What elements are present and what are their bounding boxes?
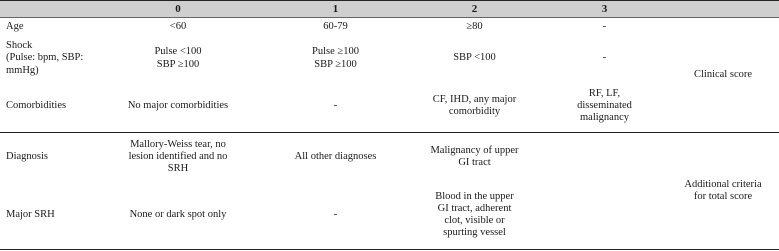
cell-text-line: SBP ≥100 — [156, 58, 200, 70]
cell-text-line: ≥80 — [466, 21, 483, 33]
cell-text-line: CF, IHD, any major — [432, 94, 517, 106]
cell-major-srh-0 — [92, 181, 264, 250]
cell-age-1 — [264, 18, 407, 37]
cell-text-line: lesion identified and no — [128, 150, 228, 162]
cell-text-line: - — [333, 100, 338, 112]
table-header-row — [0, 1, 779, 18]
table-row-comorbidities — [0, 81, 779, 133]
cell-comorbidities-2 — [407, 81, 542, 133]
cell-text-line: - — [602, 21, 607, 33]
cell-comorbidities-3 — [542, 81, 667, 133]
cell-text-line: All other diagnoses — [294, 150, 377, 162]
row-label-major-srh: Major SRH — [6, 208, 55, 220]
table-row-shock — [0, 37, 779, 81]
cell-text-line: clot, visible or — [444, 214, 505, 226]
cell-text-line: Shock — [6, 40, 33, 52]
table-row-diagnosis — [0, 133, 779, 181]
cell-text-line: No major comorbidities — [127, 100, 229, 112]
cell-shock-3 — [542, 37, 667, 81]
cell-major-srh-3 — [542, 181, 667, 250]
header-cell-blank — [0, 1, 92, 18]
cell-diagnosis-3 — [542, 133, 667, 181]
cell-text-line: GI tract, adherent — [437, 202, 512, 214]
table-row-age — [0, 18, 779, 37]
cell-text-line: SBP <100 — [453, 52, 496, 64]
cell-age-3 — [542, 18, 667, 37]
row-label-diagnosis: Diagnosis — [0, 133, 92, 181]
cell-text-line: mmHg) — [6, 64, 39, 76]
header-cell-score-0: 0 — [92, 1, 264, 18]
cell-text-line: Mallory-Weiss tear, no — [130, 138, 226, 150]
header-cell-score-3: 3 — [542, 1, 667, 18]
cell-shock-2 — [407, 37, 542, 81]
cell-text-line: spurting vessel — [443, 226, 506, 238]
cell-age-2 — [407, 18, 542, 37]
cell-diagnosis-1 — [264, 133, 407, 181]
cell-text-line: disseminated — [577, 100, 632, 112]
cell-text-line: Malignancy of upper — [430, 144, 519, 156]
group-label-clinical-score — [667, 18, 779, 133]
header-cell-score-2: 2 — [407, 1, 542, 18]
cell-diagnosis-2 — [407, 133, 542, 181]
cell-shock-1 — [264, 37, 407, 81]
cell-diagnosis-0 — [92, 133, 264, 181]
cell-text-line: Additional criteria — [684, 178, 762, 190]
cell-text-line: - — [333, 208, 338, 220]
cell-text-line: for total score — [693, 191, 753, 202]
cell-text-line: Pulse <100 — [154, 46, 202, 58]
row-label-age: Age — [6, 21, 24, 33]
cell-comorbidities-0 — [92, 81, 264, 133]
cell-text-line: 60-79 — [323, 21, 348, 33]
cell-text-line: RF, LF, — [588, 88, 621, 100]
row-label-comorbidities: Comorbidities — [6, 100, 67, 112]
header-cell-group — [667, 1, 779, 18]
row-label-shock — [0, 37, 92, 81]
cell-text-line: Blood in the upper — [435, 190, 514, 202]
cell-shock-0 — [92, 37, 264, 81]
cell-major-srh-1 — [264, 181, 407, 250]
cell-text-line: Pulse ≥100 — [312, 46, 359, 58]
group-label-additional-criteria — [667, 133, 779, 250]
cell-text-line: - — [602, 52, 607, 64]
cell-comorbidities-1 — [264, 81, 407, 133]
cell-text-line: comorbidity — [448, 106, 501, 118]
table-row-major-srh — [0, 181, 779, 250]
cell-text-line: Clinical score — [693, 68, 753, 80]
cell-text-line: GI tract — [458, 156, 491, 168]
cell-text-line: SBP ≥100 — [314, 58, 357, 70]
cell-major-srh-2 — [407, 181, 542, 250]
cell-text-line: SRH — [167, 162, 189, 174]
cell-text-line: <60 — [169, 21, 187, 33]
cell-text-line: (Pulse: bpm, SBP: — [6, 52, 84, 64]
cell-age-0 — [92, 18, 264, 37]
cell-text-line: None or dark spot only — [129, 208, 227, 220]
cell-text-line: malignancy — [580, 112, 629, 124]
header-cell-score-1: 1 — [264, 1, 407, 18]
